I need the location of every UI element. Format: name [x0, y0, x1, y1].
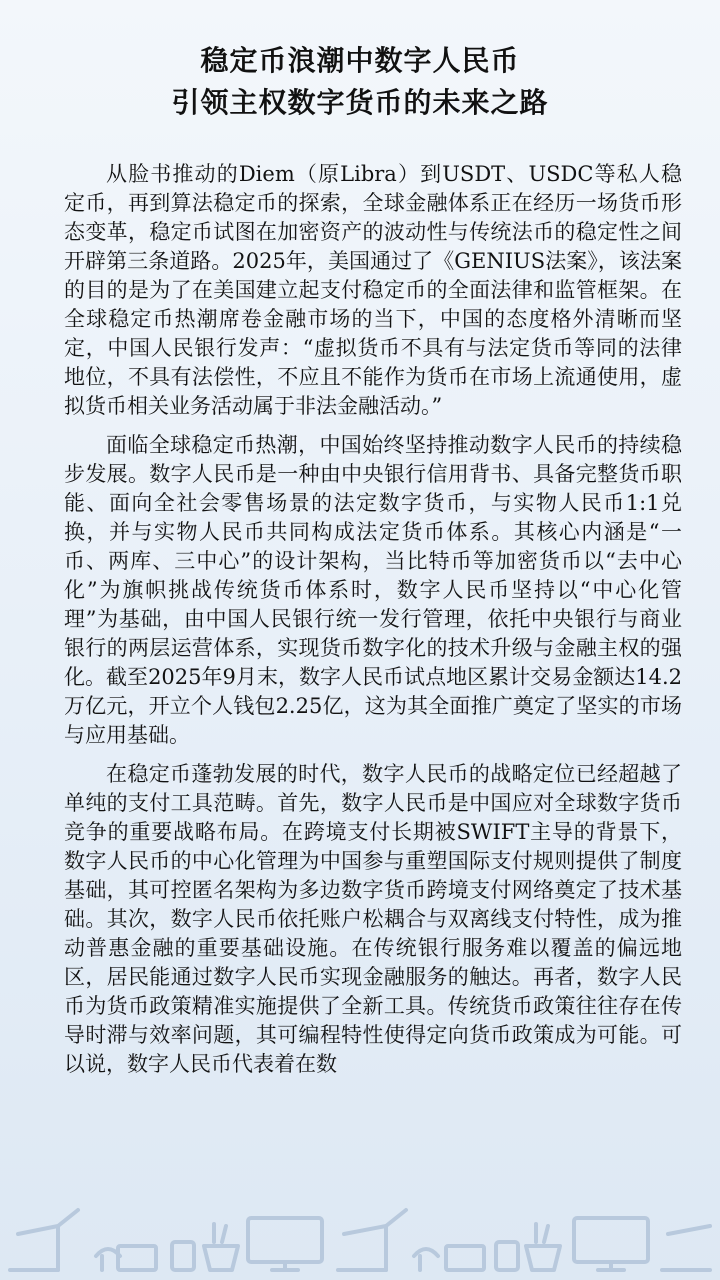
decorative-office-footer [0, 1198, 720, 1280]
article-body [64, 160, 682, 1089]
paragraph-2: 面临全球稳定币热潮，中国始终坚持推动数字人民币的持续稳步发展。数字人民币是一种由中央银行信用背书、具备完整货币职能、面向全社会零售场景的法定数字货币，与实物人民币1:1兑换，并与实物人民币共同构成法定货币体系。其核心内涵是“一币、两库、三中心”的设计架构，当比特币等加密货币以“去中心化”为旗帜挑战传统货币体系时，数字人民币坚持以“中心化管理”为基础，由中国人民银行统一发行管理，依托中央银行与商业银行的两层运营体系，实现货币数字化的技术升级与金融主权的强化。截至2025年9月末，数字人民币试点地区累计交易金额达14.2万亿元，开立个人钱包2.25亿，这为其全面推广奠定了坚实的市场与应用基础。 [64, 433, 682, 747]
footer-office-line-art [10, 1210, 710, 1270]
paragraph-3: 在稳定币蓬勃发展的时代，数字人民币的战略定位已经超越了单纯的支付工具范畴。首先，数字人民币是中国应对全球数字货币竞争的重要战略布局。在跨境支付长期被SWIFT主导的背景下，数字人民币的中心化管理为中国参与重塑国际支付规则提供了制度基础，其可控匿名架构为多边数字货币跨境支付网络奠定了技术基础。其次，数字人民币依托账户松耦合与双离线支付特性，成为推动普惠金融的重要基础设施。在传统银行服务难以覆盖的偏远地区，居民能通过数字人民币实现金融服务的触达。再者，数字人民币为货币政策精准实施提供了全新工具。传统货币政策往往存在传导时滞与效率问题，其可编程特性使得定向货币政策成为可能。可以说，数字人民币代表着在数 [64, 762, 682, 1076]
article-title [0, 40, 720, 124]
title-line-1: 稳定币浪潮中数字人民币 [200, 44, 520, 77]
title-line-2: 引领主权数字货币的未来之路 [171, 86, 549, 119]
paragraph-1: 从脸书推动的Diem（原Libra）到USDT、USDC等私人稳定币，再到算法稳定币的探索，全球金融体系正在经历一场货币形态变革，稳定币试图在加密资产的波动性与传统法币的稳定性之间开辟第三条道路。2025年，美国通过了《GENIUS法案》，该法案的目的是为了在美国建立起支付稳定币的全面法律和监管框架。在全球稳定币热潮席卷金融市场的当下，中国的态度格外清晰而坚定，中国人民银行发声：“虚拟货币不具有与法定货币等同的法律地位，不具有法偿性，不应且不能作为货币在市场上流通使用，虚拟货币相关业务活动属于非法金融活动。” [64, 162, 682, 418]
